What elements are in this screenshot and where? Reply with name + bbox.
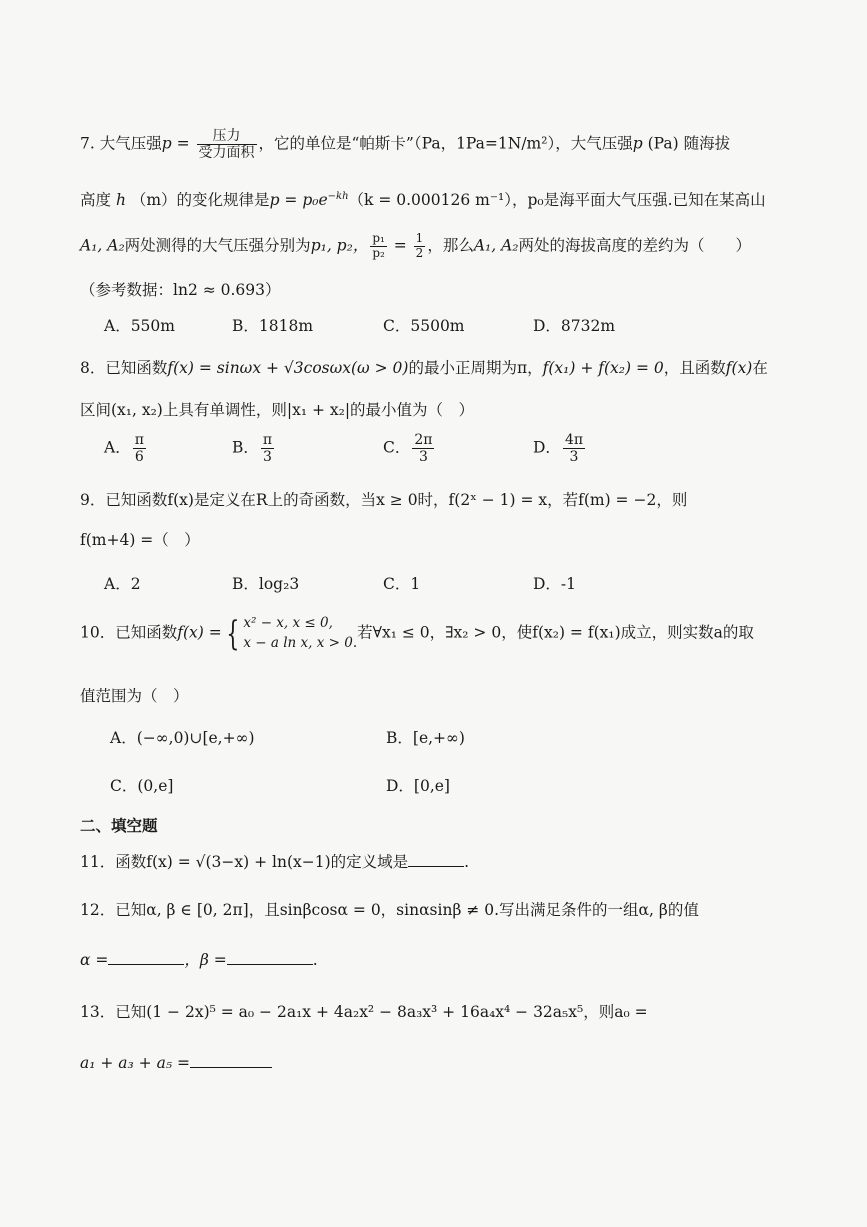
sum-blank[interactable] xyxy=(190,1067,272,1068)
q13-line-1: 13．已知(1 − 2x)⁵ = a₀ − 2a₁x + 4a₂x² − 8a₃x³ + 16a₄x⁴ − 32a₅x⁵，则a₀ = xyxy=(80,1003,648,1021)
q12-line-2: α = ，β = . xyxy=(80,951,318,969)
half-fraction: $\frac{1}{2}$ xyxy=(415,231,424,260)
q8-option-a: A． $\frac{\pi}{6}$ xyxy=(104,432,144,466)
q9-option-a: A．2 xyxy=(104,575,141,593)
q7-line-2: 高度 h （m）的变化规律是$p = p_0e^{-kh}(k = 0.000126$ m⁻¹），p₀是海平面大气压强.已知在某高山 xyxy=(80,190,766,209)
q11-line: 11．函数f(x) = √(3−x) + ln(x−1)的定义域是 . xyxy=(80,853,470,871)
q7-line-3: A₁, A₂两处测得的大气压强分别为p₁, p₂， $\frac{\text{p₁}}{\text{p₂}}$ = $\frac{1}{2}$ ，那么A₁, A₂两处的海拔高度的差约为（ ） xyxy=(80,231,752,260)
q10-line-1: 10．已知函数f(x) = { x² − x, x ≤ 0, x − a ln x, x > 0. 若∀x₁ ≤ 0，∃x₂ > 0，使f(x₂) = f(x₁)成立，则实数a的取 xyxy=(80,613,754,654)
piecewise-cases: x² − x, x ≤ 0, x − a ln x, x > 0. xyxy=(243,615,358,651)
q7-option-c: C．5500m xyxy=(383,317,465,335)
q9-option-d: D．-1 xyxy=(533,575,577,593)
q7-reference: （参考数据：ln2 ≈ 0.693） xyxy=(80,281,281,299)
q12-line-1: 12．已知α, β ∈ [0, 2π]，且sinβcosα = 0，sinαsinβ ≠ 0.写出满足条件的一组α, β的值 xyxy=(80,901,699,919)
q10-option-b: B．[e,+∞) xyxy=(386,729,465,747)
q8-line-2: 区间(x₁, x₂)上具有单调性，则|x₁ + x₂|的最小值为（ ） xyxy=(80,401,475,419)
alpha-blank[interactable] xyxy=(108,964,184,965)
pressure-fraction: $\frac{\text{压力}}{\text{受力面积}}$ xyxy=(198,128,255,162)
q10-option-d: D．[0,e] xyxy=(386,777,450,795)
pressure-ratio-fraction: $\frac{\text{p₁}}{\text{p₂}}$ xyxy=(372,231,385,260)
q9-option-b: B．log₂3 xyxy=(232,575,300,593)
q8-line-1: 8．已知函数f(x) = sinωx + √3cosωx(ω > 0)的最小正周期为π，f(x₁) + f(x₂) = 0，且函数f(x)在 xyxy=(80,359,768,377)
brace-symbol: { xyxy=(226,613,240,654)
q8-option-b: B． $\frac{\pi}{3}$ xyxy=(232,432,273,466)
q7-line-1: 7. 大气压强p = $\frac{\text{压力}}{\text{受力面积}}$ ，它的单位是“帕斯卡”（Pa，1Pa=1N/m²），大气压强p (Pa) 随海拔 xyxy=(80,128,731,162)
q10-line-2: 值范围为（ ） xyxy=(80,687,189,705)
q10-option-c: C．(0,e] xyxy=(110,777,174,795)
q9-line-2: f(m+4) =（ ） xyxy=(80,531,200,549)
q7-option-d: D．8732m xyxy=(533,317,616,335)
section-heading: 二、填空题 xyxy=(80,816,158,835)
q7-option-b: B．1818m xyxy=(232,317,314,335)
q8-option-d: D． $\frac{4\pi}{3}$ xyxy=(533,432,584,466)
q13-line-2: a₁ + a₃ + a₅ = xyxy=(80,1054,272,1072)
q9-line-1: 9．已知函数f(x)是定义在R上的奇函数，当x ≥ 0时，f(2ˣ − 1) = x，若f(m) = −2，则 xyxy=(80,491,688,509)
q7-option-a: A．550m xyxy=(104,317,175,335)
q10-option-a: A．(−∞,0)∪[e,+∞) xyxy=(110,729,255,747)
beta-blank[interactable] xyxy=(227,964,313,965)
answer-blank[interactable] xyxy=(408,866,464,867)
q9-option-c: C．1 xyxy=(383,575,421,593)
q8-option-c: C． $\frac{2\pi}{3}$ xyxy=(383,432,433,466)
